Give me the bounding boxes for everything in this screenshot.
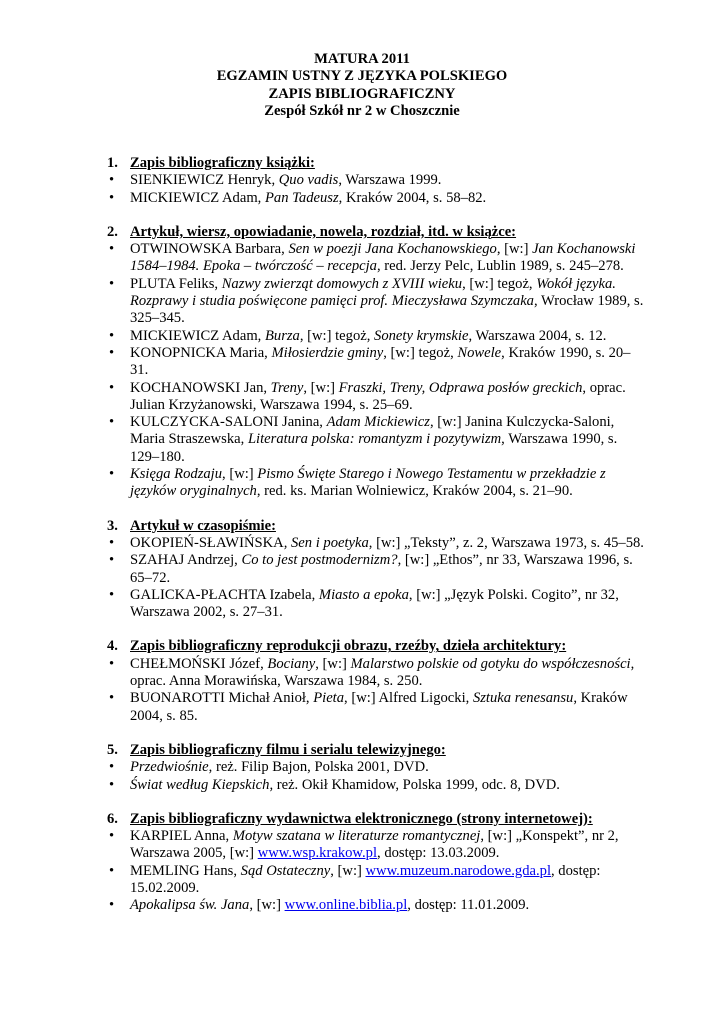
bullet-icon: • — [109, 275, 115, 292]
bibliography-entry — [107, 276, 647, 328]
entry-title: Motyw szatana w literaturze romantycznej — [232, 828, 481, 845]
bibliography-entry — [107, 414, 647, 466]
bullet-icon: • — [109, 414, 115, 431]
bibliography-entry — [107, 863, 647, 898]
bibliography-entry — [107, 552, 647, 587]
entry-title: Księga Rodzaju — [130, 466, 223, 483]
entry-author: SIENKIEWICZ Henryk, — [130, 172, 279, 189]
entry-details: , [w:] „Konspekt”, nr 2, Warszawa 2005, [w:] — [130, 828, 619, 862]
entry-details: , Warszawa 2004, s. 12. — [468, 327, 607, 344]
bibliography-entry — [107, 759, 647, 776]
bullet-icon: • — [109, 828, 115, 845]
entry-title: Świat według Kiepskich, — [130, 776, 274, 793]
entry-source-prefix: , [w:] tegoż, — [462, 275, 537, 292]
bibliography-entry — [107, 172, 647, 189]
entry-author: KULCZYCKA-SALONI Janina, — [130, 414, 327, 431]
entry-source: Sonety krymskie — [374, 327, 469, 344]
entry-details: , [w:] „Teksty”, z. 2, Warszawa 1973, s. 45–58. — [368, 534, 644, 551]
entry-author: OTWINOWSKA Barbara, — [130, 241, 289, 258]
entry-source-prefix: , [w:] — [222, 466, 258, 483]
entry-details: , Warszawa 1990, s. 129–180. — [130, 431, 618, 465]
entry-title: Adam Mickiewicz — [326, 414, 430, 431]
bibliography-entry — [107, 328, 647, 345]
bullet-icon: • — [109, 552, 115, 569]
bullet-icon: • — [109, 466, 115, 483]
section-title: Zapis bibliograficzny reprodukcji obrazu, rzeźby, dzieła architektury: — [130, 638, 567, 655]
section-3 — [107, 518, 647, 622]
entry-source-prefix: , [w:] Janina Kulczycka-Saloni, Maria Straszewska, — [130, 414, 615, 448]
bibliography-entry — [107, 656, 647, 691]
entry-title: Burza — [264, 327, 300, 344]
bibliography-entry — [107, 587, 647, 622]
entry-title: Miłosierdzie gminy — [271, 344, 384, 361]
entry-title: Pieta — [313, 690, 345, 707]
entry-author: CHEŁMOŃSKI Józef, — [130, 655, 268, 672]
entry-source: Fraszki, Treny, Odprawa posłów greckich — [338, 379, 583, 396]
entry-source: Nowele — [457, 344, 502, 361]
section-heading — [107, 224, 647, 241]
section-number: 2. — [107, 223, 118, 240]
bullet-icon: • — [109, 690, 115, 707]
entry-title: Miasto a epoka — [318, 586, 409, 603]
entry-link[interactable]: www.muzeum.narodowe.gda.pl — [365, 862, 551, 879]
bullet-icon: • — [109, 862, 115, 879]
bullet-icon: • — [109, 759, 115, 776]
entry-source-prefix: , [w:] — [496, 241, 533, 258]
bullet-icon: • — [109, 534, 115, 551]
section-number: 3. — [107, 517, 118, 534]
bullet-icon: • — [109, 241, 115, 258]
entry-details: , red. Jerzy Pelc, Lublin 1989, s. 245–278. — [376, 258, 624, 275]
entry-source: Pismo Święte Starego i Nowego Testamentu w przekładzie z języków oryginalnych — [130, 466, 606, 500]
entry-details: , oprac. Julian Krzyżanowski, Warszawa 1994, s. 25–69. — [130, 379, 626, 413]
bibliography-entry — [107, 535, 647, 552]
bibliography-entry — [107, 380, 647, 415]
entry-author: BUONAROTTI Michał Anioł, — [130, 690, 314, 707]
entry-details: , [w:] — [249, 897, 285, 914]
entry-details: , oprac. Anna Morawińska, Warszawa 1984, s. 250. — [130, 655, 635, 690]
entry-source-prefix: , [w:] — [315, 655, 351, 672]
section-title: Zapis bibliograficzny książki: — [130, 155, 315, 171]
section-heading — [107, 742, 647, 759]
header-line-4: Zespół Szkół nr 2 w Choszcznie — [264, 102, 460, 119]
section-heading — [107, 518, 647, 535]
entry-author: KONOPNICKA Maria, — [130, 344, 272, 361]
entry-title: Pan Tadeusz — [264, 189, 339, 206]
entry-source: Malarstwo polskie od gotyku do współczesności — [350, 655, 631, 672]
entry-title: Sen w poezji Jana Kochanowskiego — [288, 241, 497, 258]
bullet-icon: • — [109, 189, 115, 206]
bullet-icon: • — [109, 379, 115, 396]
entry-details: , reż. Filip Bajon, Polska 2001, DVD. — [208, 759, 429, 776]
entry-details: , [w:] „Język Polski. Cogito”, nr 32, Warszawa 2002, s. 27–31. — [130, 586, 619, 621]
section-heading — [107, 155, 647, 172]
section-title: Artykuł, wiersz, opowiadanie, nowela, rozdział, itd. w książce: — [130, 223, 517, 240]
bullet-icon: • — [109, 897, 115, 914]
entry-source: Wokół języka. Rozprawy i studia poświęcone pamięci prof. Mieczysława Szymczaka — [130, 275, 616, 310]
entry-title: Quo vadis — [278, 172, 339, 189]
bibliography-entry — [107, 241, 647, 276]
entry-access-date: , dostęp: 13.03.2009. — [377, 845, 500, 862]
entry-source: Literatura polska: romantyzm i pozytywizm — [247, 431, 502, 448]
entry-source-prefix: , [w:] tegoż, — [299, 327, 375, 344]
entry-title: Nazwy zwierząt domowych z XVIII wieku — [221, 275, 463, 292]
entry-title: Sąd Ostateczny — [240, 862, 331, 879]
entry-author: PLUTA Feliks, — [130, 275, 222, 292]
bullet-icon: • — [109, 655, 115, 672]
section-number: 4. — [107, 638, 118, 655]
section-number: 5. — [107, 741, 118, 758]
section-2 — [107, 224, 647, 501]
bibliography-entry — [107, 828, 647, 863]
entry-details: , [w:] „Ethos”, nr 33, Warszawa 1996, s. 65–72. — [130, 552, 633, 586]
entry-title: , Sen i poetyka — [283, 534, 369, 551]
header-line-2: EGZAMIN USTNY Z JĘZYKA POLSKIEGO — [216, 68, 508, 85]
section-title: Zapis bibliograficzny wydawnictwa elektronicznego (strony internetowej): — [130, 810, 593, 827]
bullet-icon: • — [109, 586, 115, 603]
bibliography-entry — [107, 466, 647, 501]
entry-source-prefix: , [w:] Alfred Ligocki, — [344, 690, 473, 707]
entry-details: , Warszawa 1999. — [338, 172, 442, 189]
entry-details: , Kraków 2004, s. 85. — [130, 690, 628, 724]
entry-author: KOCHANOWSKI Jan, — [130, 379, 271, 396]
entry-author: KARPIEL Anna, — [130, 828, 233, 845]
entry-title: Treny — [270, 379, 304, 396]
entry-author: MICKIEWICZ Adam, — [130, 327, 265, 344]
section-5 — [107, 742, 647, 794]
section-title: Zapis bibliograficzny filmu i serialu telewizyjnego: — [130, 741, 446, 758]
entry-author: SZAHAJ Andrzej, — [130, 552, 242, 569]
entry-access-date: , dostęp: 15.02.2009. — [130, 862, 601, 896]
bibliography-entry — [107, 190, 647, 207]
entry-details: , Wrocław 1989, s. 325–345. — [130, 293, 644, 327]
header-line-3: ZAPIS BIBLIOGRAFICZNY — [268, 85, 456, 102]
bibliography-entry — [107, 345, 647, 380]
entry-link[interactable]: www.online.biblia.pl — [284, 897, 408, 914]
entry-source-prefix: , [w:] — [303, 379, 339, 396]
entry-source: Jan Kochanowski 1584–1984. Epoka – twórczość – recepcja — [130, 241, 636, 275]
bibliography-entry — [107, 897, 647, 914]
entry-author: GALICKA-PŁACHTA Izabela, — [130, 586, 319, 603]
section-number: 1. — [107, 155, 118, 171]
entry-author: MEMLING Hans, — [130, 862, 241, 879]
entry-details: , red. ks. Marian Wolniewicz, Kraków 2004, s. 21–90. — [256, 483, 573, 500]
bibliography-entry — [107, 690, 647, 725]
entry-title: Bociany — [267, 655, 316, 672]
bullet-icon: • — [109, 344, 115, 361]
bullet-icon: • — [109, 172, 115, 189]
header-line-1: MATURA 2011 — [314, 51, 410, 67]
bullet-icon: • — [109, 327, 115, 344]
entry-details: , Kraków 1990, s. 20–31. — [130, 344, 631, 379]
entry-source: Sztuka renesansu — [472, 690, 574, 707]
section-title: Artykuł w czasopiśmie: — [130, 517, 276, 534]
entry-title: Co to jest postmodernizm? — [241, 552, 398, 569]
section-6 — [107, 811, 647, 915]
entry-link[interactable]: www.wsp.krakow.pl — [257, 845, 378, 862]
entry-title: Apokalipsa św. Jana — [130, 897, 250, 914]
bibliography-sections — [107, 155, 647, 932]
entry-details: reż. Okił Khamidow, Polska 1999, odc. 8, DVD. — [273, 776, 560, 793]
section-1 — [107, 155, 647, 207]
entry-details: , Kraków 2004, s. 58–82. — [338, 189, 487, 206]
entry-details: , [w:] — [330, 862, 366, 879]
section-heading — [107, 638, 647, 655]
section-number: 6. — [107, 810, 118, 827]
section-4 — [107, 638, 647, 724]
document-header — [0, 51, 724, 120]
entry-title: Przedwiośnie — [130, 759, 209, 776]
entry-access-date: , dostęp: 11.01.2009. — [407, 897, 530, 914]
entry-author: OKOPIEŃ-SŁAWIŃSKA — [130, 534, 284, 551]
section-heading — [107, 811, 647, 828]
entry-source-prefix: , [w:] tegoż, — [383, 344, 458, 361]
entry-author: MICKIEWICZ Adam, — [130, 189, 265, 206]
bibliography-entry — [107, 777, 647, 794]
bullet-icon: • — [109, 776, 115, 793]
